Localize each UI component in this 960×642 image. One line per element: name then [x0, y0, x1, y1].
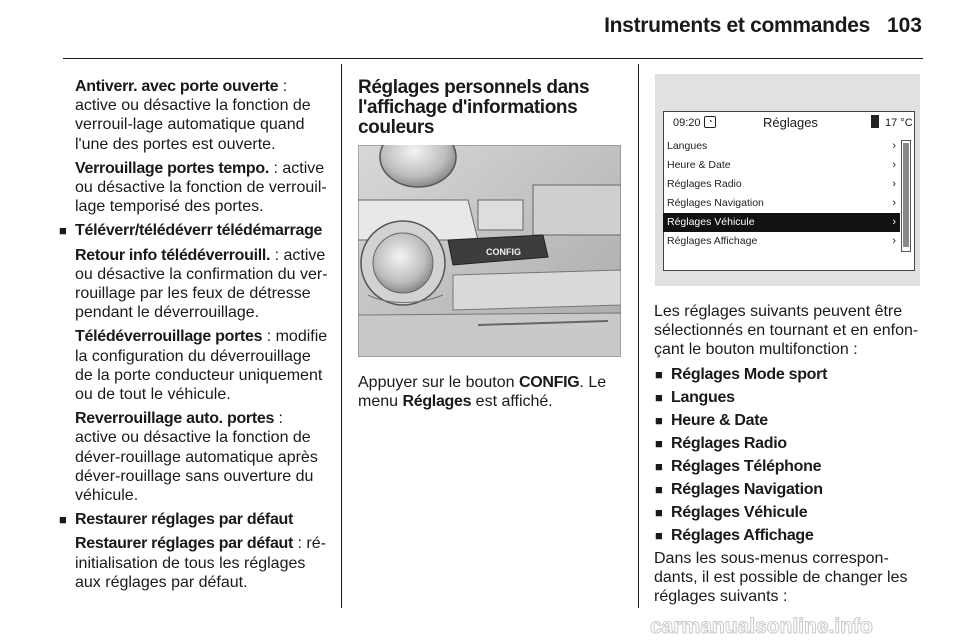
paragraph-intro: Les réglages suivants peuvent être sélectionnés en tournant et en enfon-çant le bouton multifonction : [654, 303, 919, 359]
chevron-right-icon: › [892, 197, 896, 209]
bullet-restaurer: ■ Restaurer réglages par défaut [58, 510, 328, 529]
display-menu-item[interactable] [663, 213, 900, 232]
column-3 [654, 302, 924, 606]
settings-bullet-item: ■ Réglages Radio [654, 434, 924, 453]
header-rule [63, 58, 923, 59]
config-panel-photo [358, 145, 621, 357]
page-header-title: Instruments et commandes [604, 14, 870, 37]
chevron-right-icon: › [892, 235, 896, 247]
paragraph-antiverr: Antiverr. avec porte ouverte : active ou désactive la fonction de verrouil-lage automatique quand l'une des portes est ouverte. [75, 78, 311, 153]
paragraph-reverrouillage: Reverrouillage auto. portes : active ou désactive la fonction de déver-rouillage automatique après déver-rouillage sans ouverture du véhicule. [75, 410, 318, 505]
chevron-right-icon: › [892, 216, 896, 228]
display-time: 09:20 [673, 117, 701, 129]
column-divider-right [638, 64, 639, 608]
display-temperature: 17 °C [885, 117, 913, 129]
config-button-label: CONFIG [486, 247, 521, 257]
paragraph-outro: Dans les sous-menus correspon-dants, il est possible de changer les réglages suivants : [654, 549, 908, 606]
settings-bullet-item: ■ Langues [654, 388, 924, 407]
chevron-right-icon: › [892, 140, 896, 152]
column-1 [58, 77, 328, 597]
paragraph-retour-info: Retour info télédéverrouill. : active ou désactive la confirmation du ver-rouillage par les feux de détresse pendant le déverrouillage. [75, 246, 328, 322]
display-menu-item[interactable] [663, 156, 900, 175]
settings-bullet-item: ■ Réglages Téléphone [654, 457, 924, 476]
display-menu-item[interactable] [663, 232, 900, 251]
display-menu [663, 137, 900, 251]
chevron-right-icon: › [892, 159, 896, 171]
paragraph-verrouillage-tempo: Verrouillage portes tempo. : active ou désactive la fonction de verrouil-lage temporisé des portes. [75, 159, 327, 216]
display-menu-item-label: Heure & Date [667, 159, 731, 171]
display-menu-item-label: Réglages Radio [667, 178, 742, 190]
column-2 [358, 78, 624, 411]
settings-bullet-item: ■ Réglages Mode sport [654, 365, 924, 384]
section-title: Réglages personnels dans l'affichage d'informations couleurs [358, 77, 590, 138]
bullet-televerr: ■ Téléverr/télédéverr télédémarrage [58, 221, 328, 240]
chevron-right-icon: › [892, 178, 896, 190]
paragraph-config-instruction: Appuyer sur le bouton CONFIG. Le menu Réglages est affiché. [358, 374, 607, 411]
settings-bullet-item: ■ Réglages Véhicule [654, 503, 924, 522]
settings-bullet-item: ■ Réglages Navigation [654, 480, 924, 499]
paragraph-restaurer: Restaurer réglages par défaut : ré-initialisation de tous les réglages aux réglages par défaut. [75, 535, 326, 591]
display-scroll-thumb [903, 143, 909, 247]
settings-bullet-list [654, 365, 924, 545]
column-divider-left [341, 64, 342, 608]
display-menu-item[interactable] [663, 194, 900, 213]
settings-bullet-item: ■ Heure & Date [654, 411, 924, 430]
display-menu-item-label: Réglages Navigation [667, 197, 764, 209]
settings-display-screenshot [655, 74, 920, 286]
paragraph-teledeverrouillage: Télédéverrouillage portes : modifie la configuration du déverrouillage de la porte conducteur uniquement ou de tout le véhicule. [75, 328, 328, 404]
phone-icon [871, 115, 879, 128]
display-status-bar [663, 111, 913, 137]
display-menu-item-label: Réglages Véhicule [667, 216, 755, 228]
watermark-text: carmanualsonline.info [650, 615, 873, 638]
watermark [650, 612, 950, 640]
clock-icon: ◔ [704, 116, 716, 128]
display-menu-item[interactable] [663, 137, 900, 156]
page-number: 103 [886, 14, 922, 37]
settings-bullet-item: ■ Réglages Affichage [654, 526, 924, 545]
display-title: Réglages [763, 115, 818, 130]
display-menu-item-label: Réglages Affichage [667, 235, 758, 247]
display-menu-item[interactable] [663, 175, 900, 194]
display-menu-item-label: Langues [667, 140, 708, 152]
display-scrollbar [901, 140, 911, 252]
